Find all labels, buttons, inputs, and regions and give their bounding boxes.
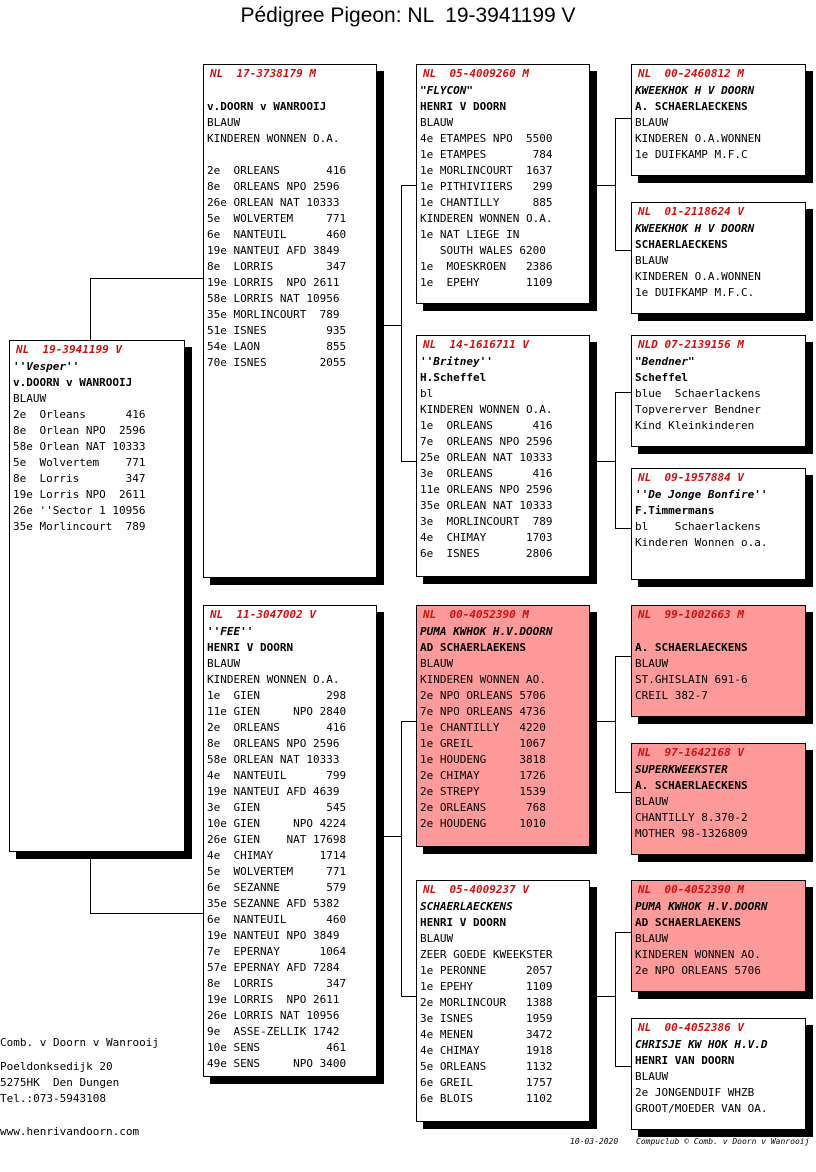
detail-line: 35e Morlincourt 789 (13, 520, 146, 533)
detail-line: 1e CHANTILLY 885 (420, 196, 553, 209)
pigeon-name: KWEEKHOK H V DOORN (635, 84, 755, 97)
pigeon-name: PUMA KWHOK H.V.DOORN (420, 625, 553, 638)
ring-number: NL 01-2118624 V (638, 205, 744, 218)
detail-line: 9e ASSE-ZELLIK 1742 (207, 1025, 340, 1038)
pigeon-card-ggm-4 (631, 1018, 806, 1130)
ring-number: NL 19-3941199 V (16, 343, 122, 356)
detail-line: BLAUW (420, 657, 454, 670)
breeder-name: F.Timmermans (635, 504, 715, 517)
pigeon-details (420, 899, 552, 1107)
detail-line: 4e CHIMAY 1918 (420, 1044, 553, 1057)
breeder-name: AD SCHAERLAEKENS (635, 916, 741, 929)
pigeon-card-ggm-2 (631, 468, 806, 580)
connector-line (90, 913, 204, 914)
detail-line: ST.GHISLAIN 691-6 (635, 673, 748, 686)
detail-line: 3e MORLINCOURT 789 (420, 515, 553, 528)
ring-number: NL 11-3047002 V (210, 608, 316, 621)
detail-line: 4e ETAMPES NPO 5500 (420, 132, 553, 145)
detail-line: CREIL 382-7 (635, 689, 708, 702)
pigeon-card-ggf-4 (631, 880, 806, 992)
detail-line: 2e NPO ORLEANS 5706 (635, 964, 761, 977)
detail-line: 4e NANTEUIL 799 (207, 769, 347, 782)
connector-line (401, 185, 402, 461)
detail-line: BLAUW (635, 795, 669, 808)
pigeon-details (635, 1037, 767, 1117)
connector-line (384, 325, 401, 326)
connector-line (401, 461, 417, 462)
ring-number: NL 17-3738179 M (210, 67, 316, 80)
connector-line (401, 721, 417, 722)
detail-line: KINDEREN WONNEN AO. (635, 948, 761, 961)
detail-line: 10e SENS 461 (207, 1041, 347, 1054)
detail-line: 35e MORLINCOURT 789 (207, 308, 340, 321)
detail-line: 19e NANTEUI AFD 4639 (207, 785, 340, 798)
detail-line: 35e SEZANNE AFD 5382 (207, 897, 340, 910)
detail-line: 1e HOUDENG 3818 (420, 753, 546, 766)
ring-number: NL 00-4052390 M (423, 608, 529, 621)
detail-line: 1e EPEHY 1109 (420, 276, 553, 289)
detail-line: 58e LORRIS NAT 10956 (207, 292, 340, 305)
connector-line (401, 996, 417, 997)
detail-line: 57e EPERNAY AFD 7284 (207, 961, 340, 974)
detail-line: KINDEREN WONNEN O.A. (420, 212, 553, 225)
detail-line: 1e GIEN 298 (207, 689, 347, 702)
detail-line: 4e CHIMAY 1714 (207, 849, 347, 862)
pigeon-details (635, 487, 767, 551)
pigeon-name: ''Britney'' (420, 355, 493, 368)
breeder-name: HENRI V DOORN (207, 641, 294, 654)
connector-line (615, 656, 632, 657)
detail-line: 1e MOESKROEN 2386 (420, 260, 553, 273)
detail-line: 8e LORRIS 347 (207, 977, 347, 990)
detail-line: 58e ORLEAN NAT 10333 (207, 753, 340, 766)
detail-line: 5e WOLVERTEM 771 (207, 212, 347, 225)
pigeon-details (13, 359, 145, 535)
detail-line: 5e WOLVERTEM 771 (207, 865, 347, 878)
detail-line: 49e SENS NPO 3400 (207, 1057, 347, 1070)
detail-line: 26e ''Sector 1 10956 (13, 504, 146, 517)
pigeon-name: SUPERKWEEKSTER (635, 763, 728, 776)
connector-line (615, 932, 616, 1066)
connector-line (597, 185, 615, 186)
breeder-name: SCHAERLAECKENS (635, 238, 728, 251)
owner-city: 5275HK Den Dungen (0, 1076, 120, 1089)
detail-line: 1e PERONNE 2057 (420, 964, 553, 977)
detail-line: 26e GIEN NAT 17698 (207, 833, 347, 846)
pigeon-card-grandfather-paternal (416, 64, 590, 304)
pigeon-card-ggf-1 (631, 64, 806, 176)
breeder-name: Scheffel (635, 371, 688, 384)
detail-line: 7e NPO ORLEANS 4736 (420, 705, 546, 718)
detail-line: Kinderen Wonnen o.a. (635, 536, 768, 549)
detail-line: BLAUW (420, 116, 454, 129)
detail-line (635, 624, 748, 640)
detail-line: 26e ORLEAN NAT 10333 (207, 196, 340, 209)
detail-line: 2e Orleans 416 (13, 408, 146, 421)
ring-number: NL 05-4009260 M (423, 67, 529, 80)
pigeon-details (635, 762, 748, 842)
detail-line: KINDEREN WONNEN O.A. (207, 132, 340, 145)
breeder-name: H.Scheffel (420, 371, 487, 384)
detail-line: KINDEREN WONNEN AO. (420, 673, 546, 686)
detail-line: 6e BLOIS 1102 (420, 1092, 553, 1105)
detail-line: 1e EPEHY 1109 (420, 980, 553, 993)
detail-line: 8e ORLEANS NPO 2596 (207, 737, 340, 750)
connector-line (615, 528, 632, 529)
pigeon-card-grandmother-paternal (416, 335, 590, 577)
detail-line: 2e JONGENDUIF WHZB (635, 1086, 755, 1099)
footer-date: 10-03-2020 (570, 1137, 619, 1146)
ring-number: NL 99-1002663 M (638, 608, 744, 621)
detail-line: 54e LAON 855 (207, 340, 347, 353)
ring-number: NL 14-1616711 V (423, 338, 529, 351)
detail-line: 1e GREIL 1067 (420, 737, 546, 750)
detail-line (207, 147, 346, 163)
detail-line: blue Schaerlackens (635, 387, 761, 400)
detail-line: KINDEREN O.A.WONNEN (635, 132, 761, 145)
detail-line: 2e MORLINCOUR 1388 (420, 996, 553, 1009)
detail-line: 35e ORLEAN NAT 10333 (420, 499, 553, 512)
pigeon-card-ggm-1 (631, 202, 806, 314)
pigeon-card-father (203, 64, 377, 578)
detail-line: KINDEREN WONNEN O.A. (207, 673, 340, 686)
detail-line: 6e NANTEUIL 460 (207, 913, 347, 926)
owner-name: Comb. v Doorn v Wanrooij (0, 1036, 159, 1049)
detail-line: BLAUW (207, 116, 241, 129)
ring-number: NL 05-4009237 V (423, 883, 529, 896)
detail-line: 2e ORLEANS 416 (207, 164, 347, 177)
ring-number: NL 09-1957884 V (638, 471, 744, 484)
detail-line: 7e ORLEANS NPO 2596 (420, 435, 553, 448)
detail-line: CHANTILLY 8.370-2 (635, 811, 748, 824)
connector-line (615, 118, 632, 119)
detail-line: 3e ORLEANS 416 (420, 467, 553, 480)
detail-line: BLAUW (13, 392, 47, 405)
connector-line (90, 278, 91, 340)
detail-line: 2e ORLEANS 768 (420, 801, 546, 814)
pigeon-card-grandfather-maternal (416, 605, 590, 847)
detail-line: 1e ETAMPES 784 (420, 148, 553, 161)
connector-line (615, 932, 632, 933)
pigeon-details (420, 354, 552, 562)
detail-line: 8e ORLEANS NPO 2596 (207, 180, 340, 193)
detail-line: 4e CHIMAY 1703 (420, 531, 553, 544)
detail-line: 1e DUIFKAMP M.F.C (635, 148, 748, 161)
detail-line: 6e SEZANNE 579 (207, 881, 347, 894)
detail-line: 58e Orlean NAT 10333 (13, 440, 146, 453)
ring-number: NL 00-4052390 M (638, 883, 744, 896)
footer-credit: Compuclub © Comb. v Doorn v Wanrooij (636, 1137, 810, 1146)
detail-line: 8e Orlean NPO 2596 (13, 424, 146, 437)
connector-line (401, 185, 417, 186)
page-title: Pédigree Pigeon: NL 19-3941199 V (240, 4, 576, 27)
pigeon-name: ''FEE'' (207, 625, 254, 638)
breeder-name: A. SCHAERLAECKENS (635, 641, 748, 654)
connector-line (597, 996, 615, 997)
connector-line (615, 392, 632, 393)
connector-line (615, 1066, 632, 1067)
detail-line: BLAUW (635, 116, 669, 129)
detail-line: 19e NANTEUI AFD 3849 (207, 244, 340, 257)
pigeon-details (635, 624, 748, 704)
pigeon-name: CHRISJE KW HOK H.V.D (635, 1038, 768, 1051)
detail-line: 7e EPERNAY 1064 (207, 945, 347, 958)
pigeon-name: PUMA KWHOK H.V.DOORN (635, 900, 768, 913)
detail-line: BLAUW (635, 657, 669, 670)
detail-line: 2e STREPY 1539 (420, 785, 546, 798)
detail-line: 19e LORRIS NPO 2611 (207, 993, 340, 1006)
connector-line (615, 118, 616, 250)
detail-line: 8e LORRIS 347 (207, 260, 347, 273)
detail-line: 51e ISNES 935 (207, 324, 347, 337)
detail-line: 6e ISNES 2806 (420, 547, 553, 560)
pigeon-name: ''De Jonge Bonfire'' (635, 488, 768, 501)
detail-line: 1e CHANTILLY 4220 (420, 721, 546, 734)
detail-line: 1e ORLEANS 416 (420, 419, 553, 432)
pigeon-name: SCHAERLAECKENS (420, 900, 513, 913)
breeder-name: HENRI V DOORN (420, 100, 507, 113)
connector-line (384, 836, 401, 837)
detail-line: 11e GIEN NPO 2840 (207, 705, 347, 718)
detail-line: 5e ORLEANS 1132 (420, 1060, 553, 1073)
detail-line: 1e MORLINCOURT 1637 (420, 164, 553, 177)
pigeon-details (207, 624, 346, 1072)
connector-line (90, 278, 204, 279)
detail-line: 6e NANTEUIL 460 (207, 228, 347, 241)
pigeon-card-ggf-2 (631, 335, 806, 447)
detail-line: 2e NPO ORLEANS 5706 (420, 689, 546, 702)
detail-line: 6e GREIL 1757 (420, 1076, 553, 1089)
detail-line: 11e ORLEANS NPO 2596 (420, 483, 553, 496)
pigeon-card-ggf-3 (631, 605, 806, 717)
breeder-name: AD SCHAERLAEKENS (420, 641, 526, 654)
detail-line: BLAUW (635, 254, 669, 267)
connector-line (90, 851, 91, 913)
detail-line: MOTHER 98-1326809 (635, 827, 748, 840)
detail-line: ZEER GOEDE KWEEKSTER (420, 948, 553, 961)
owner-website[interactable]: www.henrivandoorn.com (0, 1125, 140, 1138)
breeder-name: v.DOORN v WANROOIJ (207, 100, 327, 113)
pigeon-details (420, 83, 552, 291)
detail-line: 1e DUIFKAMP M.F.C. (635, 286, 755, 299)
pigeon-card-mother (203, 605, 377, 1077)
detail-line: BLAUW (635, 1070, 669, 1083)
detail-line: 19e NANTEUI NPO 3849 (207, 929, 340, 942)
pigeon-card-subject (9, 340, 185, 852)
owner-phone: Tel.:073-5943108 (0, 1092, 106, 1105)
detail-line: bl (420, 387, 434, 400)
detail-line: 4e MENEN 3472 (420, 1028, 553, 1041)
ring-number: NL 97-1642168 V (638, 746, 744, 759)
pigeon-details (635, 221, 761, 301)
detail-line: 19e LORRIS NPO 2611 (207, 276, 340, 289)
breeder-name: HENRI VAN DOORN (635, 1054, 735, 1067)
connector-line (615, 792, 632, 793)
connector-line (597, 461, 615, 462)
detail-line: 10e GIEN NPO 4224 (207, 817, 347, 830)
breeder-name: A. SCHAERLAECKENS (635, 100, 748, 113)
detail-line: 3e ISNES 1959 (420, 1012, 553, 1025)
detail-line (207, 83, 346, 99)
detail-line: 3e GIEN 545 (207, 801, 347, 814)
pigeon-name: KWEEKHOK H V DOORN (635, 222, 755, 235)
detail-line: 26e LORRIS NAT 10956 (207, 1009, 340, 1022)
detail-line: BLAUW (635, 932, 669, 945)
breeder-name: A. SCHAERLAECKENS (635, 779, 748, 792)
pigeon-details (207, 83, 346, 371)
connector-line (401, 721, 402, 996)
pigeon-details (635, 83, 761, 163)
detail-line: 2e CHIMAY 1726 (420, 769, 546, 782)
detail-line: 25e ORLEAN NAT 10333 (420, 451, 553, 464)
ring-number: NL 00-2460812 M (638, 67, 744, 80)
detail-line: bl Schaerlackens (635, 520, 761, 533)
detail-line: GROOT/MOEDER VAN OA. (635, 1102, 768, 1115)
pigeon-details (420, 624, 552, 832)
connector-line (615, 250, 632, 251)
detail-line: Kind Kleinkinderen (635, 419, 755, 432)
detail-line: KINDEREN WONNEN O.A. (420, 403, 553, 416)
detail-line: 8e Lorris 347 (13, 472, 146, 485)
detail-line: SOUTH WALES 6200 (420, 244, 546, 257)
pigeon-card-grandmother-maternal (416, 880, 590, 1122)
detail-line: 19e Lorris NPO 2611 (13, 488, 146, 501)
pigeon-name: "FLYCON" (420, 84, 473, 97)
ring-number: NL 00-4052386 V (638, 1021, 744, 1034)
breeder-name: HENRI V DOORN (420, 916, 507, 929)
detail-line: 1e PITHIVIIERS 299 (420, 180, 553, 193)
detail-line: 2e ORLEANS 416 (207, 721, 347, 734)
detail-line: 1e NAT LIEGE IN (420, 228, 520, 241)
ring-number: NLD 07-2139156 M (638, 338, 744, 351)
detail-line: KINDEREN O.A.WONNEN (635, 270, 761, 283)
connector-line (615, 656, 616, 792)
connector-line (597, 721, 615, 722)
detail-line: Topvererver Bendner (635, 403, 761, 416)
owner-street: Poeldonksedijk 20 (0, 1060, 113, 1073)
connector-line (615, 392, 616, 528)
detail-line: 2e HOUDENG 1010 (420, 817, 546, 830)
detail-line: BLAUW (420, 932, 454, 945)
pigeon-name: "Bendner" (635, 355, 695, 368)
pigeon-name: ''Vesper'' (13, 360, 80, 373)
breeder-name: v.DOORN v WANROOIJ (13, 376, 133, 389)
pigeon-details (635, 899, 767, 979)
pigeon-details (635, 354, 761, 434)
pigeon-card-ggm-3 (631, 743, 806, 855)
detail-line: 5e Wolvertem 771 (13, 456, 146, 469)
detail-line: 70e ISNES 2055 (207, 356, 347, 369)
detail-line: BLAUW (207, 657, 241, 670)
